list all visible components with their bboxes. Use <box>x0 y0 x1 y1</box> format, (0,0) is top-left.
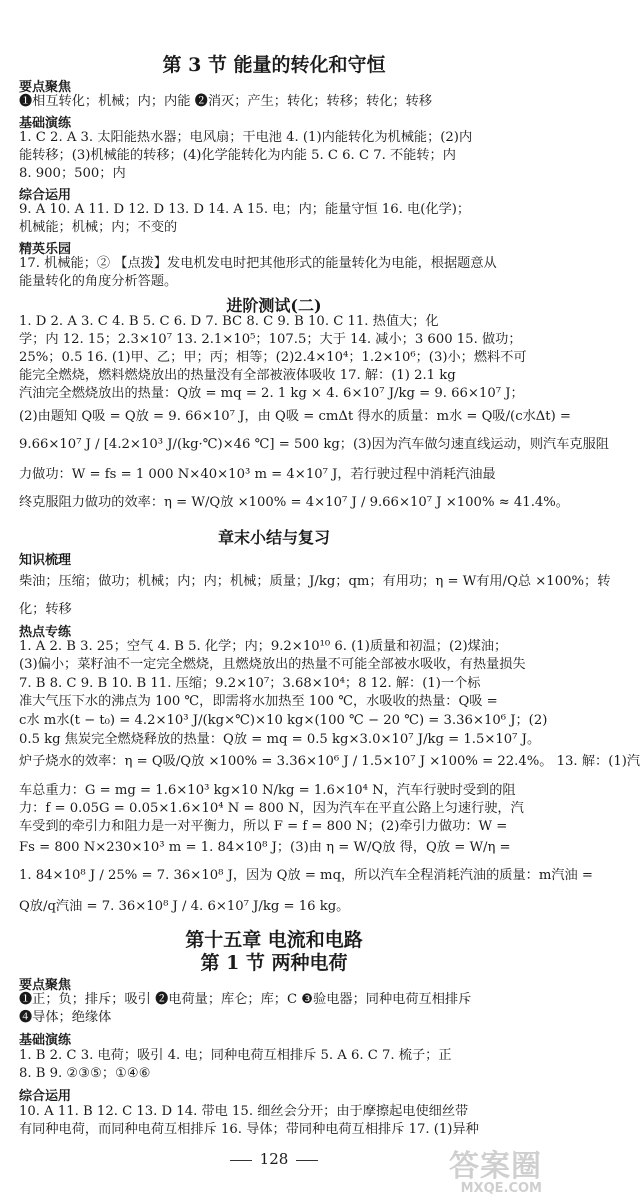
answer-line: (2)由题知 Q吸 = Q放 = 9. 66×10⁷ J，由 Q吸 = cmΔt 得水的质量：m水 = Q吸/(c水Δt) = <box>19 409 571 424</box>
answer-line: 柴油；压缩；做功；机械；内；内；机械；质量；J/kg；qm；有用功；η = W有用/Q总 ×100%；转 <box>19 574 611 589</box>
answer-line: 能转移；(3)机械能的转移；(4)化学能转化为内能 5. C 6. C 7. 不能转；内 <box>19 148 456 163</box>
answer-line: 9.66×10⁷ J / [4.2×10³ J/(kg·℃)×46 ℃] = 500 kg；(3)因为汽车做匀速直线运动，则汽车克服阻 <box>19 437 609 452</box>
label-key-points: 要点聚焦 <box>19 978 72 993</box>
answer-line: 终克服阻力做功的效率：η = W/Q放 ×100% = 4×10⁷ J / 9.66×10⁷ J ×100% ≈ 41.4%。 <box>19 495 569 510</box>
answer-line: 1. 84×10⁸ J / 25% = 7. 36×10⁸ J，因为 Q放 = mq，所以汽车全程消耗汽油的质量：m汽油 = <box>19 868 593 883</box>
section-title: 章末小结与复习 <box>217 528 330 547</box>
answer-line: 1. A 2. B 3. 25；空气 4. B 5. 化学；内；9.2×10¹⁰ 6. (1)质量和初温；(2)煤油； <box>19 639 508 654</box>
answer-line: 0.5 kg 焦炭完全燃烧释放的热量：Q放 = mq = 0.5 kg×3.0×10⁷ J/kg = 1.5×10⁷ J。 <box>19 732 541 747</box>
section-title: 第 1 节 两种电荷 <box>200 952 348 974</box>
answer-line: 17. 机械能；② 【点拨】发电机发电时把其他形式的能量转化为电能，根据题意从 <box>19 256 497 271</box>
answer-line: 1. B 2. C 3. 电荷；吸引 4. 电；同种电荷互相排斥 5. A 6. C 7. 梳子；正 <box>19 1048 452 1063</box>
answer-line: 能完全燃烧，燃料燃烧放出的热量没有全部被液体吸收 17. 解：(1) 2.1 kg <box>19 368 456 383</box>
answer-line: 学；内 12. 15；2.3×10⁷ 13. 2.1×10⁵；107.5；大于 14. 减小；3 600 15. 做功； <box>19 332 522 347</box>
label-comprehensive: 综合运用 <box>19 188 72 203</box>
label-comprehensive: 综合运用 <box>19 1089 72 1104</box>
answer-line: ❶相互转化；机械；内；内能 ❷消灭；产生；转化；转移；转化；转移 <box>19 94 433 109</box>
answer-line: 车受到的牵引力和阻力是一对平衡力，所以 F = f = 800 N；(2)牵引力做功：W = <box>19 819 508 834</box>
chapter-title: 第十五章 电流和电路 <box>185 929 363 951</box>
answer-line: 炉子烧水的效率：η = Q吸/Q放 ×100% = 3.36×10⁶ J / 1.5×10⁷ J ×100% = 22.4%。 13. 解：(1)汽 <box>19 754 640 769</box>
label-basic-practice: 基础演练 <box>19 1033 72 1048</box>
answer-line: Fs = 800 N×230×10³ m = 1. 84×10⁸ J；(3)由 η = W/Q放 得，Q放 = W/η = <box>19 840 511 855</box>
answer-line: Q放/q汽油 = 7. 36×10⁸ J / 4. 6×10⁷ J/kg = 16 kg。 <box>19 899 350 914</box>
answer-line: c水 m水(t − t₀) = 4.2×10³ J/(kg×℃)×10 kg×(100 ℃ − 20 ℃) = 3.36×10⁶ J；(2) <box>19 713 548 728</box>
answer-line: 10. A 11. B 12. C 13. D 14. 带电 15. 细丝会分开；由于摩擦起电使细丝带 <box>19 1104 469 1119</box>
section-title: 第 3 节 能量的转化和守恒 <box>162 54 386 76</box>
page-number: 128 <box>0 1150 548 1168</box>
section-title: 进阶测试(二) <box>226 296 322 315</box>
answer-line: 能量转化的角度分析答题。 <box>19 274 178 289</box>
label-hot-practice: 热点专练 <box>19 625 72 640</box>
answer-line: 汽油完全燃烧放出的热量：Q放 = mq = 2. 1 kg × 4. 6×10⁷ J/kg = 9. 66×10⁷ J； <box>19 386 524 401</box>
answer-line: 准大气压下水的沸点为 100 ℃，即需将水加热至 100 ℃，水吸收的热量：Q吸 = <box>19 694 498 709</box>
label-key-points: 要点聚焦 <box>19 80 72 95</box>
answer-line: 8. B 9. ②③⑤；①④⑥ <box>19 1066 151 1081</box>
answer-line: 7. B 8. C 9. B 10. B 11. 压缩；9.2×10⁷；3.68×10⁴；8 12. 解：(1)一个标 <box>19 676 481 691</box>
answer-line: 9. A 10. A 11. D 12. D 13. D 14. A 15. 电；内；能量守恒 16. 电(化学)； <box>19 202 471 217</box>
answer-line: ❹导体；绝缘体 <box>19 1010 112 1025</box>
answer-line: 25%；0.5 16. (1)甲、乙；甲；丙；相等；(2)2.4×10⁴；1.2×10⁶；(3)小；燃料不可 <box>19 350 527 365</box>
answer-line: 1. D 2. A 3. C 4. B 5. C 6. D 7. BC 8. C 9. B 10. C 11. 热值大；化 <box>19 314 439 329</box>
answer-line: 1. C 2. A 3. 太阳能热水器；电风扇；干电池 4. (1)内能转化为机械能；(2)内 <box>19 130 473 145</box>
watermark-logo: 答案圈 MXQE.COM <box>449 1149 542 1196</box>
label-basic-practice: 基础演练 <box>19 116 72 131</box>
answer-line: ❶正；负；排斥；吸引 ❷电荷量；库仑；库；C ❸验电器；同种电荷互相排斥 <box>19 992 472 1007</box>
answer-line: 力做功：W = fs = 1 000 N×40×10³ m = 4×10⁷ J，若行驶过程中消耗汽油最 <box>19 467 496 482</box>
answer-line: 机械能；机械；内；不变的 <box>19 220 178 235</box>
label-elite: 精英乐园 <box>19 242 72 257</box>
answer-line: (3)偏小；菜籽油不一定完全燃烧，且燃烧放出的热量不可能全部被水吸收，有热量损失 <box>19 657 526 672</box>
answer-line: 车总重力：G = mg = 1.6×10³ kg×10 N/kg = 1.6×10⁴ N，汽车行驶时受到的阻 <box>19 783 516 798</box>
answer-line: 力：f = 0.05G = 0.05×1.6×10⁴ N = 800 N，因为汽车在平直公路上匀速行驶，汽 <box>19 801 524 816</box>
answer-line: 有同种电荷，而同种电荷互相排斥 16. 导体；带同种电荷互相排斥 17. (1)异种 <box>19 1122 479 1137</box>
answer-line: 8. 900；500；内 <box>19 166 126 181</box>
label-knowledge-tree: 知识梳理 <box>19 553 72 568</box>
answer-line: 化；转移 <box>19 602 72 617</box>
